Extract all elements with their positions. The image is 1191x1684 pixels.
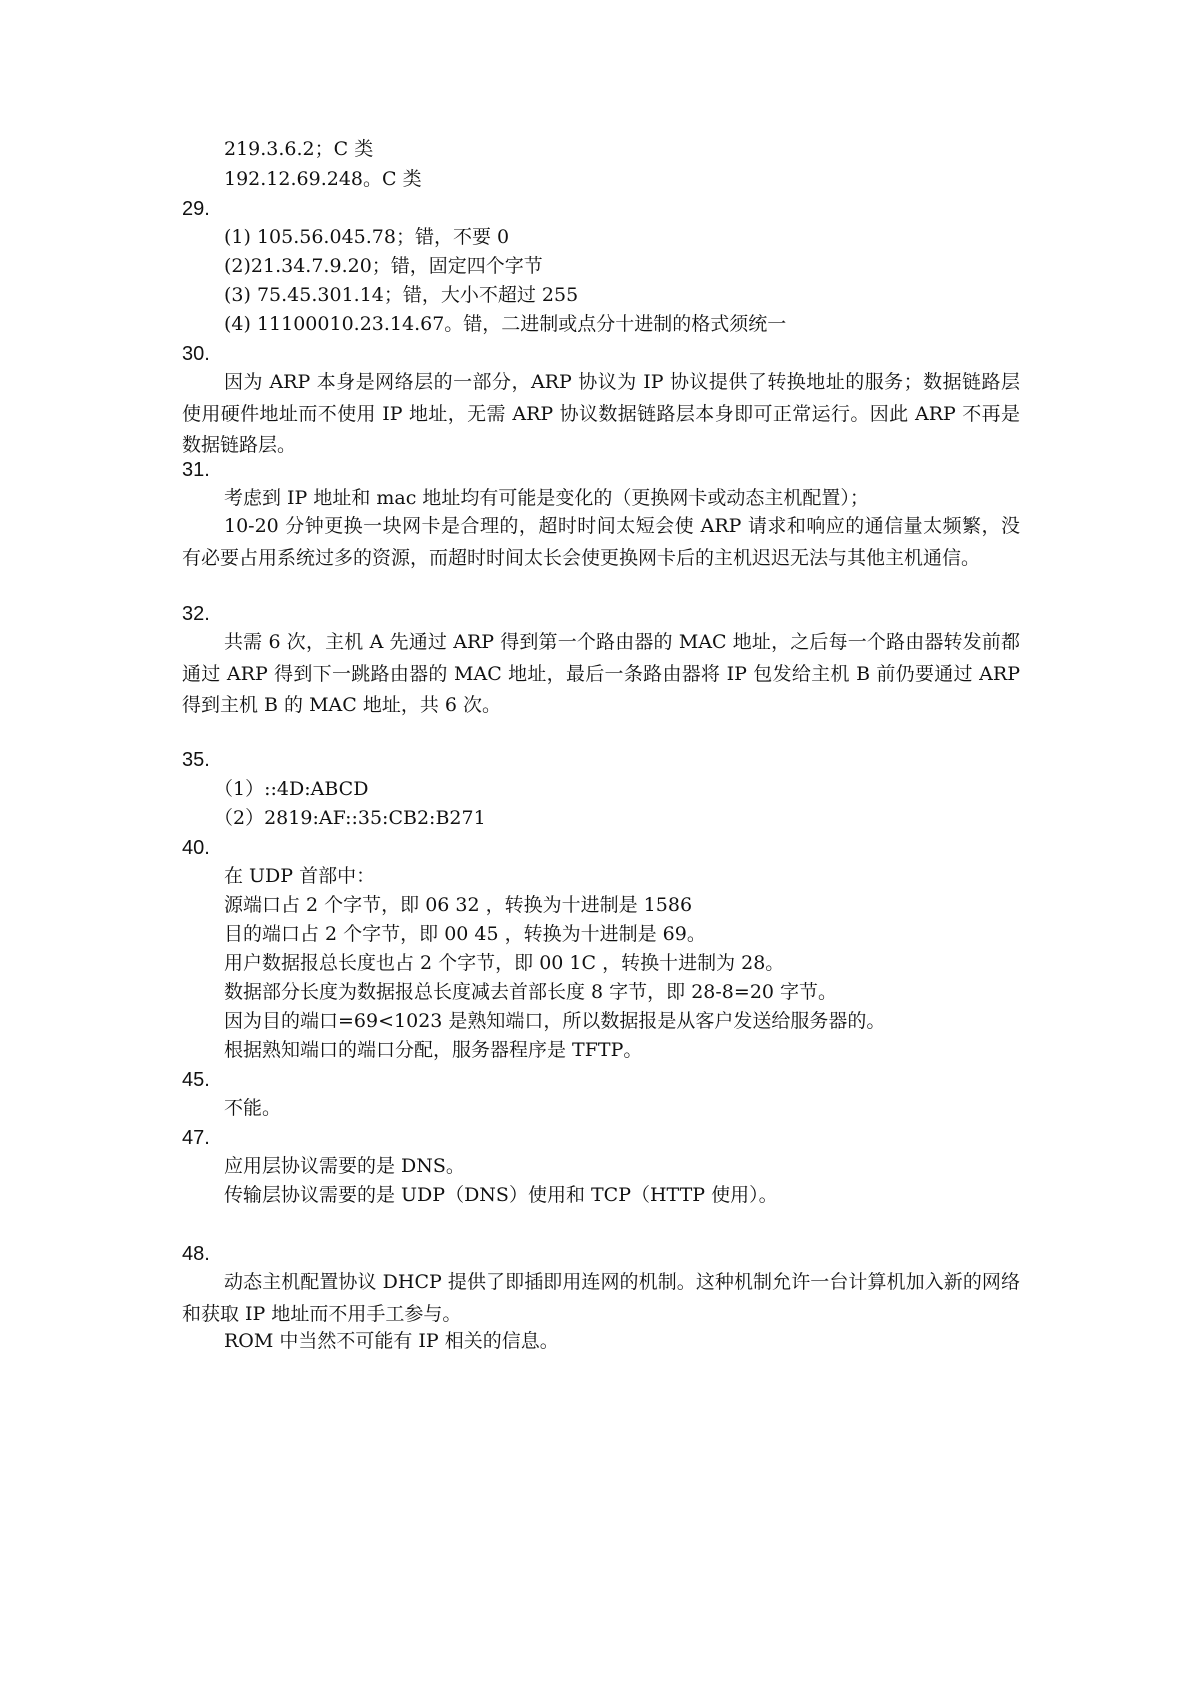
q30-paragraph: 因为 ARP 本身是网络层的一部分，ARP 协议为 IP 协议提供了转换地址的服务；数据链路层使用硬件地址而不使用 IP 地址，无需 ARP 协议数据链路层本身即可正常运行。因此 ARP 不再是数据链路层。 [182, 371, 1020, 456]
q29-item-2: (2)21.34.7.9.20；错，固定四个字节 [224, 255, 543, 277]
q29-item-1: (1) 105.56.045.78；错，不要 0 [224, 226, 510, 248]
q29-item-3: (3) 75.45.301.14；错，大小不超过 255 [224, 284, 579, 306]
question-number-40: 40. [182, 837, 210, 859]
question-number-35: 35. [182, 749, 210, 771]
question-number-32: 32. [182, 603, 210, 625]
question-number-47: 47. [182, 1127, 210, 1149]
q40-line-2: 源端口占 2 个字节，即 06 32 ，转换为十进制是 1586 [224, 894, 693, 916]
q47-line-1: 应用层协议需要的是 DNS。 [224, 1155, 465, 1177]
q31-paragraph: 10-20 分钟更换一块网卡是合理的，超时时间太短会使 ARP 请求和响应的通信量太频繁，没有必要占用系统过多的资源，而超时时间太长会使更换网卡后的主机迟迟无法与其他主机通信。 [182, 515, 1020, 569]
q45-answer: 不能。 [224, 1097, 282, 1119]
q40-line-1: 在 UDP 首部中： [224, 865, 376, 887]
q29-item-4: (4) 11100010.23.14.67。错，二进制或点分十进制的格式须统一 [224, 313, 787, 335]
q47-line-2: 传输层协议需要的是 UDP（DNS）使用和 TCP（HTTP 使用）。 [224, 1184, 778, 1206]
q40-line-3: 目的端口占 2 个字节，即 00 45 ，转换为十进制是 69。 [224, 923, 706, 945]
question-number-30: 30. [182, 343, 210, 365]
q32-paragraph: 共需 6 次，主机 A 先通过 ARP 得到第一个路由器的 MAC 地址，之后每一个路由器转发前都通过 ARP 得到下一跳路由器的 MAC 地址，最后一条路由器将 IP 包发给主机 B 前仍要通过 ARP 得到主机 B 的 MAC 地址，共 6 次。 [182, 631, 1020, 716]
q35-item-2: （2）2819:AF::35:CB2:B271 [214, 807, 486, 829]
q40-line-5: 数据部分长度为数据报总长度减去首部长度 8 字节，即 28-8=20 字节。 [224, 981, 838, 1003]
q40-line-4: 用户数据报总长度也占 2 个字节，即 00 1C ，转换十进制为 28。 [224, 952, 785, 974]
q31-line-1: 考虑到 IP 地址和 mac 地址均有可能是变化的（更换网卡或动态主机配置）； [224, 487, 869, 509]
question-number-31: 31. [182, 459, 210, 481]
intro-line-1: 219.3.6.2；C 类 [224, 138, 374, 160]
intro-line-2: 192.12.69.248。C 类 [224, 168, 422, 190]
q40-line-6: 因为目的端口=69<1023 是熟知端口，所以数据报是从客户发送给服务器的。 [224, 1010, 886, 1032]
q48-paragraph: 动态主机配置协议 DHCP 提供了即插即用连网的机制。这种机制允许一台计算机加入新的网络和获取 IP 地址而不用手工参与。 [182, 1271, 1020, 1325]
q48-line-2: ROM 中当然不可能有 IP 相关的信息。 [224, 1330, 559, 1352]
question-number-45: 45. [182, 1069, 210, 1091]
q35-item-1: （1）::4D:ABCD [214, 778, 369, 800]
question-number-29: 29. [182, 198, 210, 220]
q40-line-7: 根据熟知端口的端口分配，服务器程序是 TFTP。 [224, 1039, 643, 1061]
question-number-48: 48. [182, 1243, 210, 1265]
